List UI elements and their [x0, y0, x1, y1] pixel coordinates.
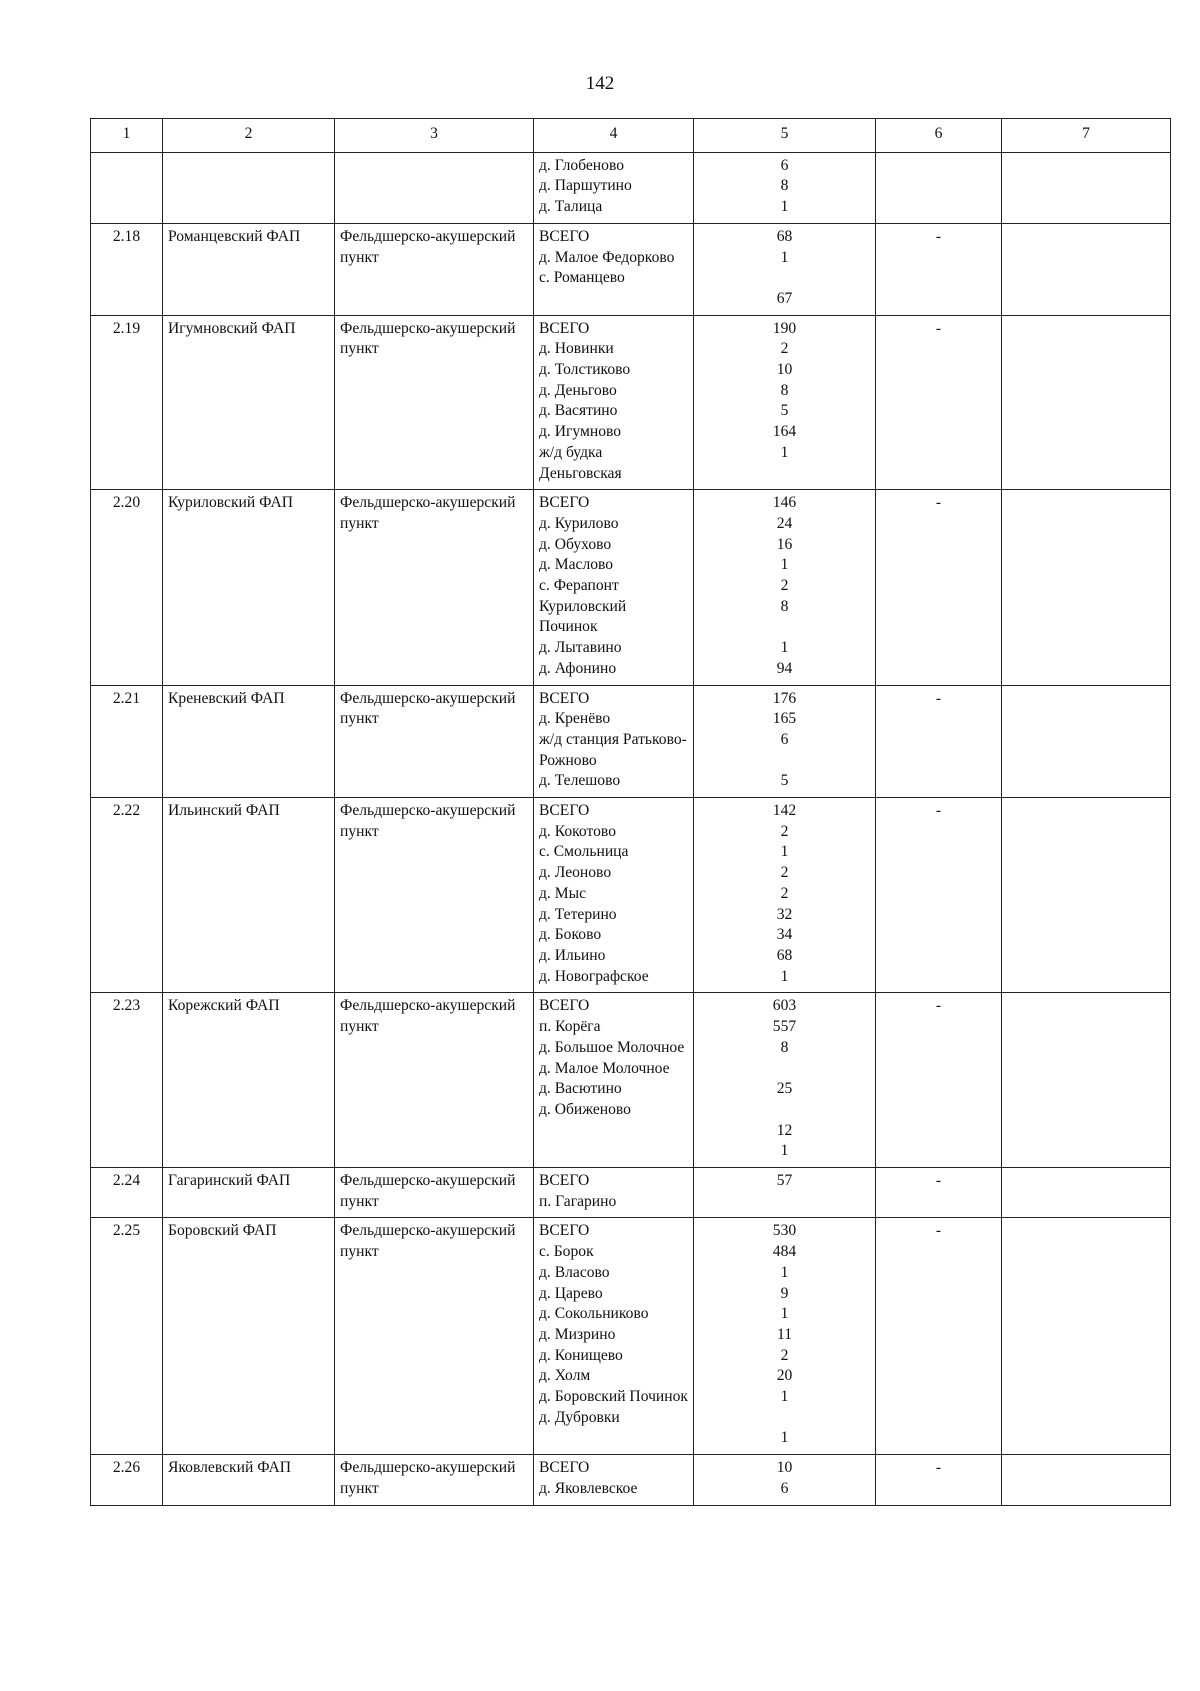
table-row [91, 798, 1171, 993]
facility-type: Фельдшерско-акушерский пункт [335, 1455, 534, 1505]
settlement: ВСЕГО [539, 1222, 590, 1240]
table-row [91, 152, 1171, 223]
count: 5 [780, 402, 789, 420]
settlement: д. Лытавино [539, 639, 622, 657]
count: 1 [780, 198, 789, 216]
count: 2 [780, 340, 789, 358]
settlement: ВСЕГО [539, 494, 590, 512]
settlement: д. Новографское [539, 967, 649, 985]
settlement: д. Конищево [539, 1346, 623, 1364]
col6-cell: - [876, 1455, 1002, 1505]
facility-type: Фельдшерско-акушерский пункт [335, 798, 534, 993]
count: 146 [772, 494, 797, 512]
count: 190 [772, 319, 797, 337]
settlement: ВСЕГО [539, 689, 590, 707]
settlement-list [534, 685, 694, 798]
settlement: д. Кокотово [539, 822, 616, 840]
facilities-table [90, 118, 1171, 1506]
count: 34 [776, 926, 793, 944]
facility-name: Боровский ФАП [163, 1218, 335, 1455]
facility-name: Корежский ФАП [163, 993, 335, 1168]
settlement: д. Дубровки [539, 1408, 620, 1426]
count-list [694, 223, 876, 315]
col7-cell [1002, 223, 1171, 315]
count: 2 [780, 884, 789, 902]
settlement-list [534, 1218, 694, 1455]
settlement: ж/д будка Деньговская [539, 443, 622, 482]
count: 12 [776, 1121, 793, 1139]
settlement: д. Глобеново [539, 156, 624, 174]
table-row [91, 490, 1171, 685]
settlement: д. Сокольниково [539, 1305, 649, 1323]
header-col-7: 7 [1002, 119, 1171, 153]
row-number: 2.25 [91, 1218, 163, 1455]
settlement: д. Власово [539, 1263, 610, 1281]
table-row [91, 315, 1171, 490]
settlement: д. Игумново [539, 423, 622, 441]
table-row [91, 1455, 1171, 1505]
facility-type: Фельдшерско-акушерский пункт [335, 315, 534, 490]
count-list [694, 1455, 876, 1505]
settlement-list [534, 798, 694, 993]
row-number: 2.23 [91, 993, 163, 1168]
count: 10 [776, 1459, 793, 1477]
count-list [694, 1168, 876, 1218]
count: 1 [780, 1429, 789, 1447]
table-row [91, 685, 1171, 798]
facility-name: Креневский ФАП [163, 685, 335, 798]
count: 1 [780, 843, 789, 861]
settlement: д. Васютино [539, 1080, 622, 1098]
count: 1 [780, 1305, 789, 1323]
col6-cell [876, 152, 1002, 223]
count: 164 [772, 423, 797, 441]
col7-cell [1002, 798, 1171, 993]
count: 9 [780, 1284, 789, 1302]
count-list [694, 1218, 876, 1455]
count: 2 [780, 1346, 789, 1364]
count: 603 [772, 997, 797, 1015]
settlement: д. Ильино [539, 947, 606, 964]
header-col-2: 2 [163, 119, 335, 153]
settlement: д. Леоново [539, 864, 612, 882]
count: 142 [772, 802, 797, 820]
settlement: п. Корёга [539, 1018, 601, 1036]
settlement: ж/д станция Ратьково-Рожново [539, 730, 687, 769]
count: 2 [780, 577, 789, 595]
settlement: д. Яковлевское [539, 1479, 638, 1497]
header-col-4: 4 [534, 119, 694, 153]
facility-type: Фельдшерско-акушерский пункт [335, 993, 534, 1168]
count: 1 [780, 248, 789, 266]
count: 5 [780, 772, 789, 790]
col7-cell [1002, 1218, 1171, 1455]
settlement-list [534, 223, 694, 315]
settlement: ВСЕГО [539, 319, 590, 337]
count: 68 [776, 947, 793, 964]
count: 32 [776, 905, 793, 923]
row-number: 2.20 [91, 490, 163, 685]
header-col-3: 3 [335, 119, 534, 153]
count: 16 [776, 535, 793, 553]
table-row [91, 1168, 1171, 1218]
count: 176 [772, 689, 797, 707]
header-col-6: 6 [876, 119, 1002, 153]
count: 6 [780, 730, 789, 748]
col6-cell: - [876, 315, 1002, 490]
settlement: д. Малое Федорково [539, 248, 675, 266]
count: 8 [780, 177, 789, 195]
table-row [91, 1218, 1171, 1455]
count-list [694, 798, 876, 993]
facility-name: Игумновский ФАП [163, 315, 335, 490]
page-number: 142 [585, 73, 615, 94]
count: 8 [780, 597, 789, 615]
settlement: д. Тетерино [539, 905, 617, 923]
count: 57 [776, 1172, 793, 1189]
settlement: д. Васятино [539, 402, 618, 420]
count-list [694, 993, 876, 1168]
col7-cell [1002, 152, 1171, 223]
settlement: ВСЕГО [539, 1459, 590, 1477]
count: 557 [772, 1018, 797, 1036]
table-row [91, 223, 1171, 315]
facility-type: Фельдшерско-акушерский пункт [335, 685, 534, 798]
count: 1 [780, 443, 789, 461]
settlement: д. Мыс [539, 884, 586, 902]
count: 6 [780, 156, 789, 174]
settlement-list [534, 1168, 694, 1218]
count: 1 [780, 1142, 789, 1160]
count: 67 [776, 289, 793, 307]
settlement: д. Новинки [539, 340, 614, 358]
col7-cell [1002, 993, 1171, 1168]
header-col-1: 1 [91, 119, 163, 153]
col6-cell: - [876, 1218, 1002, 1455]
header-row [91, 119, 1171, 153]
count: 1 [780, 1388, 789, 1406]
header-col-5: 5 [694, 119, 876, 153]
settlement-list [534, 993, 694, 1168]
settlement: п. Гагарино [539, 1192, 617, 1210]
col6-cell: - [876, 993, 1002, 1168]
settlement: д. Телешово [539, 772, 621, 790]
facility-type: Фельдшерско-акушерский пункт [335, 223, 534, 315]
settlement: Куриловский Починок [539, 597, 627, 636]
count: 8 [780, 1038, 789, 1056]
settlement: д. Боково [539, 926, 602, 944]
count: 1 [780, 639, 789, 657]
settlement: с. Борок [539, 1243, 594, 1261]
count: 68 [776, 227, 793, 245]
col6-cell: - [876, 223, 1002, 315]
row-number [91, 152, 163, 223]
count: 1 [780, 1263, 789, 1281]
count: 1 [780, 556, 789, 574]
col7-cell [1002, 315, 1171, 490]
count: 24 [776, 514, 793, 532]
settlement: д. Большое Молочное [539, 1038, 685, 1056]
facility-name: Романцевский ФАП [163, 223, 335, 315]
row-number: 2.24 [91, 1168, 163, 1218]
settlement: д. Малое Молочное [539, 1059, 670, 1077]
settlement: д. Курилово [539, 514, 619, 532]
row-number: 2.26 [91, 1455, 163, 1505]
facility-name: Куриловский ФАП [163, 490, 335, 685]
row-number: 2.19 [91, 315, 163, 490]
settlement: д. Кренёво [539, 710, 611, 728]
count: 94 [776, 659, 793, 677]
count: 530 [772, 1222, 797, 1240]
settlement: д. Обиженово [539, 1100, 631, 1118]
settlement: д. Маслово [539, 556, 614, 574]
facility-type: Фельдшерско-акушерский пункт [335, 1218, 534, 1455]
settlement: д. Толстиково [539, 361, 631, 379]
count-list [694, 490, 876, 685]
col6-cell: - [876, 490, 1002, 685]
settlement: ВСЕГО [539, 1172, 590, 1189]
settlement: д. Мизрино [539, 1325, 616, 1343]
count-list [694, 315, 876, 490]
col6-cell: - [876, 685, 1002, 798]
table-row [91, 993, 1171, 1168]
count: 484 [772, 1243, 797, 1261]
col7-cell [1002, 490, 1171, 685]
settlement: с. Романцево [539, 269, 625, 287]
facility-name [163, 152, 335, 223]
settlement: д. Паршутино [539, 177, 632, 195]
settlement: ВСЕГО [539, 227, 590, 245]
settlement-list [534, 152, 694, 223]
settlement: с. Смольница [539, 843, 629, 861]
settlement: ВСЕГО [539, 802, 590, 820]
col7-cell [1002, 685, 1171, 798]
settlement-list [534, 1455, 694, 1505]
count: 11 [776, 1325, 792, 1343]
count: 10 [776, 361, 793, 379]
settlement: д. Афонино [539, 659, 617, 677]
count: 1 [780, 967, 789, 985]
facility-type [335, 152, 534, 223]
settlement: д. Холм [539, 1367, 591, 1385]
settlement-list [534, 315, 694, 490]
count-list [694, 152, 876, 223]
settlement-list [534, 490, 694, 685]
count: 2 [780, 864, 789, 882]
settlement: д. Боровский Починок [539, 1388, 688, 1406]
facility-name: Гагаринский ФАП [163, 1168, 335, 1218]
settlement: д. Царево [539, 1284, 603, 1302]
count: 8 [780, 381, 789, 399]
col7-cell [1002, 1455, 1171, 1505]
facility-type: Фельдшерско-акушерский пункт [335, 490, 534, 685]
settlement: ВСЕГО [539, 997, 590, 1015]
count: 25 [776, 1080, 793, 1098]
settlement: д. Талица [539, 198, 603, 216]
settlement: с. Ферапонт [539, 577, 619, 595]
col6-cell: - [876, 1168, 1002, 1218]
count: 165 [772, 710, 797, 728]
facility-type: Фельдшерско-акушерский пункт [335, 1168, 534, 1218]
settlement: д. Деньгово [539, 381, 617, 399]
count-list [694, 685, 876, 798]
row-number: 2.21 [91, 685, 163, 798]
facility-name: Яковлевский ФАП [163, 1455, 335, 1505]
row-number: 2.22 [91, 798, 163, 993]
col6-cell: - [876, 798, 1002, 993]
facility-name: Ильинский ФАП [163, 798, 335, 993]
row-number: 2.18 [91, 223, 163, 315]
col7-cell [1002, 1168, 1171, 1218]
settlement: д. Обухово [539, 535, 612, 553]
count: 2 [780, 822, 789, 840]
count: 20 [776, 1367, 793, 1385]
count: 6 [780, 1479, 789, 1497]
